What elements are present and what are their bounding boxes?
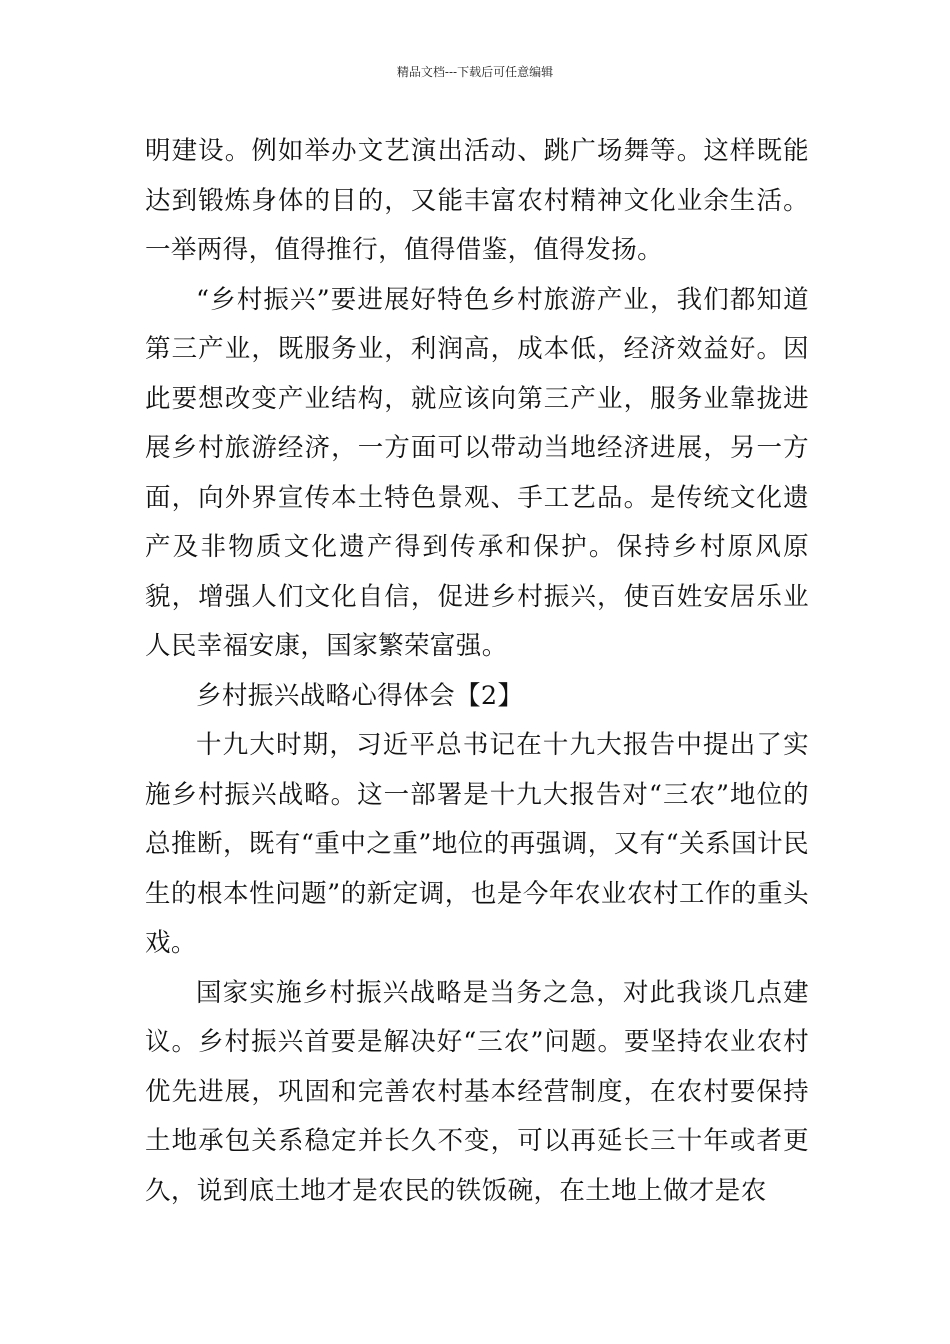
paragraph-3: 十九大时期，习近平总书记在十九大报告中提出了实施乡村振兴战略。这一部署是十九大报告对“三农”地位的总推断，既有“重中之重”地位的再强调，又有“关系国计民生的根本性问题”的新定调，也是今年农业农村工作的重头戏。	[145, 730, 809, 958]
page-header: 精品文档---下载后可任意编辑	[396, 65, 554, 79]
paragraph-2: “乡村振兴”要进展好特色乡村旅游产业，我们都知道第三产业，既服务业，利润高，成本低，经济效益好。因此要想改变产业结构，就应该向第三产业，服务业靠拢进展乡村旅游经济，一方面可以带动当地经济进展，另一方面，向外界宣传本土特色景观、手工艺品。是传统文化遗产及非物质文化遗产得到传承和保护。保持乡村原风原貌，增强人们文化自信，促进乡村振兴，使百姓安居乐业人民幸福安康，国家繁荣富强。	[145, 284, 809, 661]
document-body	[145, 127, 809, 1216]
section-heading: 乡村振兴战略心得体会【2】	[196, 680, 524, 711]
paragraph-1: 明建设。例如举办文艺演出活动、跳广场舞等。这样既能达到锻炼身体的目的，又能丰富农村精神文化业余生活。一举两得，值得推行，值得借鉴，值得发扬。	[145, 136, 809, 265]
paragraph-4: 国家实施乡村振兴战略是当务之急，对此我谈几点建议。乡村振兴首要是解决好“三农”问题。要坚持农业农村优先进展，巩固和完善农村基本经营制度，在农村要保持土地承包关系稳定并长久不变，可以再延长三十年或者更久，说到底土地才是农民的铁饭碗，在土地上做才是农	[145, 977, 809, 1206]
